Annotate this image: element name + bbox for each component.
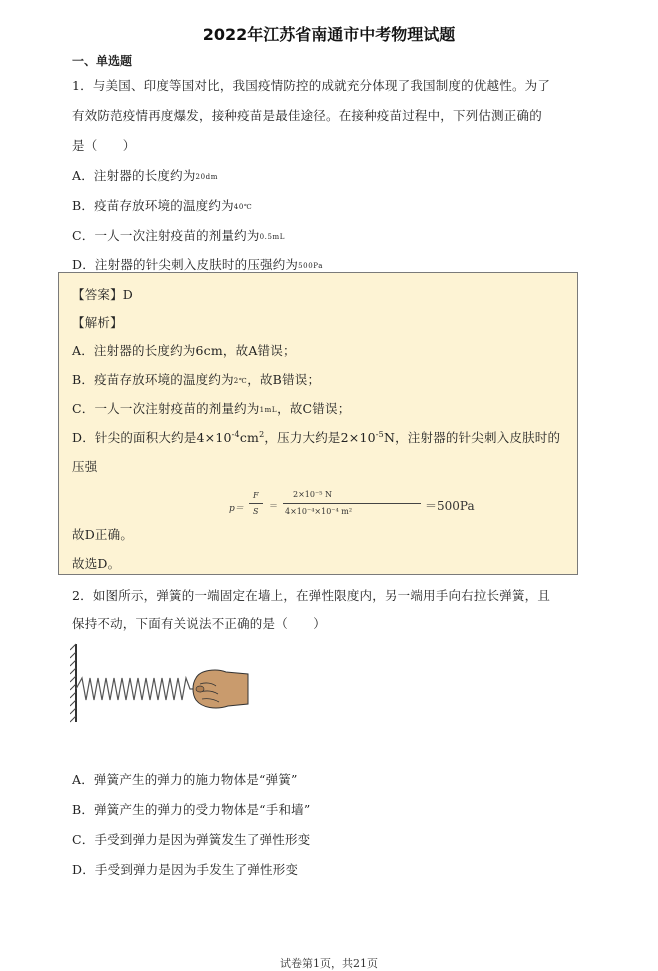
q2-option-d: D．手受到弹力是因为手发生了弹性形变 (72, 862, 299, 877)
hand-icon (193, 670, 248, 708)
q2-option-b: B．弹簧产生的弹力的受力物体是“手和墙” (72, 802, 311, 817)
answer-line: 【答案】D (72, 287, 134, 302)
q1-option-b (72, 196, 252, 214)
formula-s: S (253, 507, 259, 516)
q2-stem-line-1: 2．如图所示，弹簧的一端固定在墙上，在弹性限度内，另一端用手向右拉长弹簧，且 (72, 588, 551, 603)
analysis-c-value: 1mL (259, 406, 278, 414)
q1-option-a-text: A．注射器的长度约为 (72, 168, 196, 183)
formula-result: ＝500Pa (425, 499, 475, 513)
formula-equals: ＝ (269, 502, 279, 512)
analysis-b-pre: B．疫苗存放环境的温度约为 (72, 372, 234, 387)
q1-option-c-text: C．一人一次注射疫苗的剂量约为 (72, 228, 260, 243)
section-heading: 一、单选题 (72, 54, 133, 68)
q1-stem-line-1: 1．与美国、印度等国对比，我国疫情防控的成就充分体现了我国制度的优越性。为了 (72, 78, 551, 93)
q1-stem-line-3: 是（ ） (72, 138, 136, 153)
analysis-c-pre: C．一人一次注射疫苗的剂量约为 (72, 401, 260, 416)
q1-option-b-text: B．疫苗存放环境的温度约为 (72, 198, 234, 213)
conclusion: 故D正确。 (72, 527, 134, 542)
formula-lhs: p＝ (229, 504, 244, 514)
q1-option-d (72, 255, 323, 273)
analysis-label: 【解析】 (72, 315, 123, 330)
analysis-b-post: ，故B错误； (247, 372, 321, 387)
wall-icon (70, 644, 76, 722)
spring-wall-hand-figure (70, 642, 260, 724)
analysis-b (72, 370, 320, 388)
pressure-label: 压强 (72, 459, 98, 474)
q1-option-d-text: D．注射器的针尖刺入皮肤时的压强约为 (72, 257, 299, 272)
q1-option-a-value: 20dm (195, 173, 218, 181)
q2-stem-line-2: 保持不动，下面有关说法不正确的是（ ） (72, 616, 327, 631)
analysis-d-mid2: ，压力大约是2×10 (264, 430, 376, 445)
analysis-c-post: ，故C错误； (277, 401, 351, 416)
formula-numerator: 2×10⁻⁵ N (293, 490, 332, 499)
analysis-d-pre: D．针尖的面积大约是4×10 (72, 430, 232, 445)
q1-option-c (72, 226, 285, 244)
page-footer: 试卷第1页，共21页 (280, 957, 378, 970)
analysis-d-post: N，注射器的针尖刺入皮肤时的 (383, 430, 561, 445)
analysis-d-exp1: -4 (231, 429, 240, 439)
answer-choice: 故选D。 (72, 556, 121, 571)
q1-option-a (72, 166, 218, 184)
spring-icon (76, 678, 198, 700)
analysis-d (72, 428, 560, 446)
q1-stem-line-2: 有效防范疫情再度爆发，接种疫苗是最佳途径。在接种疫苗过程中，下列估测正确的 (72, 108, 542, 123)
exam-title: 2022年江苏省南通市中考物理试题 (202, 25, 456, 44)
answer-box (58, 272, 578, 575)
analysis-d-exp2: 2 (259, 429, 265, 439)
analysis-a: A．注射器的长度约为6cm，故A错误； (72, 343, 296, 358)
formula-f: F (253, 491, 259, 500)
analysis-d-mid1: cm (239, 430, 260, 445)
formula-denominator: 4×10⁻⁴×10⁻⁴ m² (285, 507, 353, 516)
analysis-c (72, 399, 350, 417)
formula-fraction-bar-2 (283, 503, 421, 504)
pressure-formula (229, 489, 499, 525)
q1-option-d-value: 500Pa (298, 262, 324, 270)
analysis-b-value: 2℃ (233, 377, 248, 385)
q1-option-c-value: 0.5mL (259, 233, 285, 241)
formula-fraction-bar-1 (249, 503, 263, 504)
q2-option-c: C．手受到弹力是因为弹簧发生了弹性形变 (72, 832, 311, 847)
q1-option-b-value: 40℃ (233, 203, 253, 211)
analysis-d-exp3: -5 (375, 429, 384, 439)
q2-option-a: A．弹簧产生的弹力的施力物体是“弹簧” (72, 772, 298, 787)
